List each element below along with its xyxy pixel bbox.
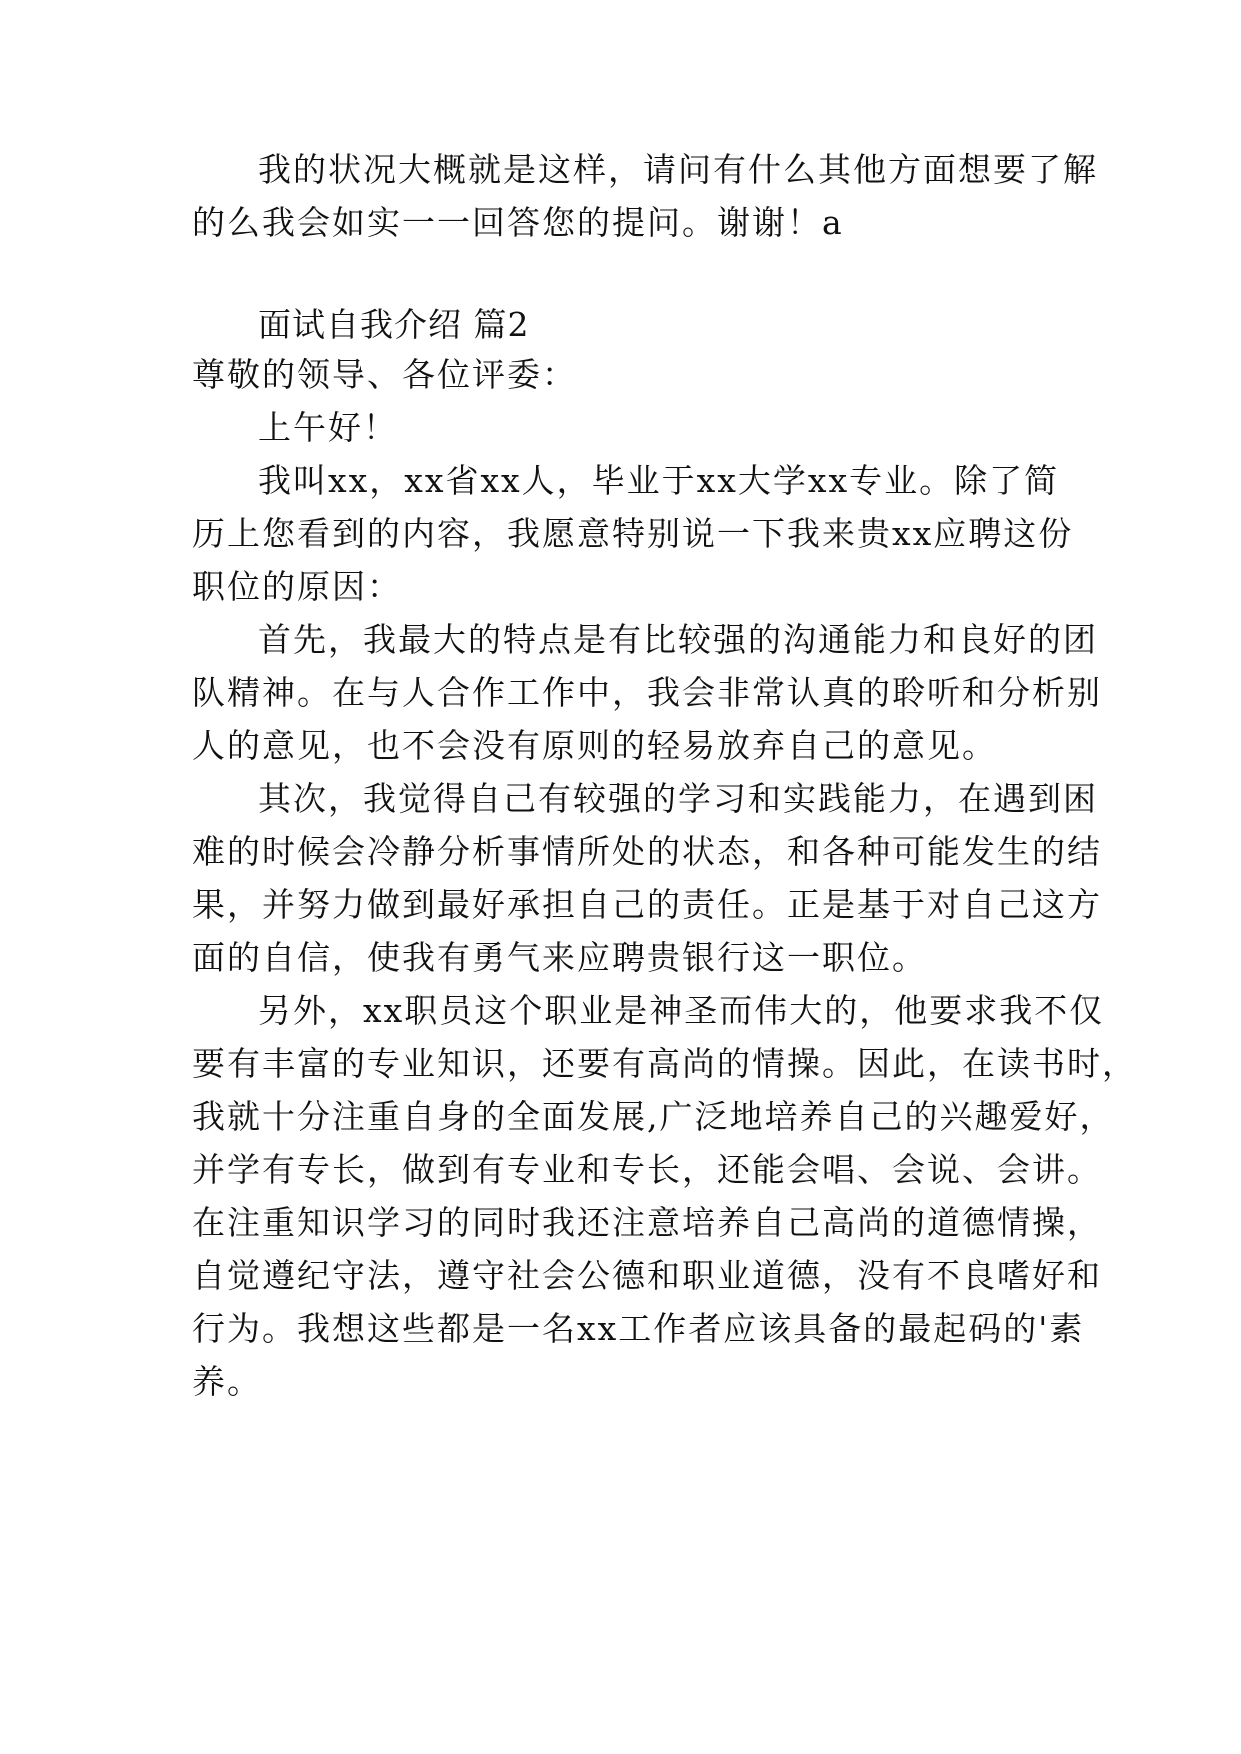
paragraph-line: 我就十分注重自身的全面发展,广泛地培养自己的兴趣爱好， <box>192 1097 1115 1136</box>
paragraph-line: 人的意见，也不会没有原则的轻易放弃自己的意见。 <box>192 726 997 765</box>
paragraph-line: 首先，我最大的特点是有比较强的沟通能力和良好的团 <box>258 620 1098 659</box>
section-heading: 面试自我介绍 篇2 <box>258 305 530 344</box>
paragraph-line: 的么我会如实一一回答您的提问。谢谢！a <box>192 203 844 242</box>
paragraph-line: 我的状况大概就是这样，请问有什么其他方面想要了解 <box>258 150 1098 189</box>
paragraph-line: 职位的原因： <box>192 567 402 606</box>
paragraph-line: 我叫xx，xx省xx人，毕业于xx大学xx专业。除了简 <box>258 461 1060 500</box>
paragraph-line: 要有丰富的专业知识，还要有高尚的情操。因此，在读书时， <box>192 1044 1137 1083</box>
greeting: 上午好！ <box>258 408 398 447</box>
paragraph-line: 另外，xx职员这个职业是神圣而伟大的，他要求我不仅 <box>258 991 1105 1030</box>
paragraph-line: 历上您看到的内容，我愿意特别说一下我来贵xx应聘这份 <box>192 514 1074 553</box>
paragraph-line: 果，并努力做到最好承担自己的责任。正是基于对自己这方 <box>192 885 1102 924</box>
paragraph-line: 其次，我觉得自己有较强的学习和实践能力，在遇到困 <box>258 779 1098 818</box>
paragraph-line: 并学有专长，做到有专业和专长，还能会唱、会说、会讲。 <box>192 1150 1102 1189</box>
paragraph-line: 难的时候会冷静分析事情所处的状态，和各种可能发生的结 <box>192 832 1102 871</box>
paragraph-line: 面的自信，使我有勇气来应聘贵银行这一职位。 <box>192 938 927 977</box>
paragraph-line: 在注重知识学习的同时我还注意培养自己高尚的道德情操， <box>192 1203 1102 1242</box>
salutation: 尊敬的领导、各位评委： <box>192 355 577 394</box>
paragraph-line: 养。 <box>192 1362 262 1401</box>
paragraph-line: 自觉遵纪守法，遵守社会公德和职业道德，没有不良嗜好和 <box>192 1256 1102 1295</box>
paragraph-line: 行为。我想这些都是一名xx工作者应该具备的最起码的'素 <box>192 1309 1085 1348</box>
paragraph-line: 队精神。在与人合作工作中，我会非常认真的聆听和分析别 <box>192 673 1102 712</box>
